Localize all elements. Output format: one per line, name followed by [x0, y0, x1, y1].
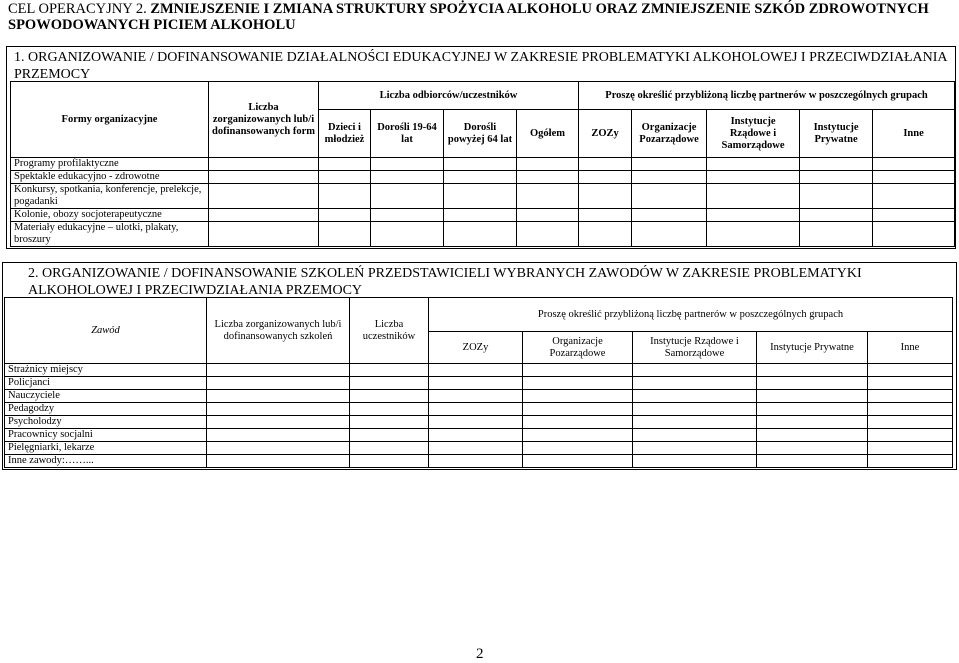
- page-number: 2: [476, 646, 484, 662]
- col-count: Liczba zorganizowanych lub/i dofinansowanych szkoleń: [207, 298, 350, 364]
- col-forms: Formy organizacyjne: [11, 82, 209, 158]
- col-other: Inne: [873, 110, 955, 158]
- col-private: Instytucje Prywatne: [757, 332, 868, 364]
- section2-table: [4, 297, 953, 468]
- section1-heading: 1. ORGANIZOWANIE / DOFINANSOWANIE DZIAŁALNOŚCI EDUKACYJNEJ W ZAKRESIE PROBLEMATYKI ALKOHOLOWEJ I PRZECIWDZIAŁANIA PRZEMOCY: [14, 50, 947, 82]
- table-row: Policjanci: [5, 377, 207, 390]
- col-profession: Zawód: [5, 298, 207, 364]
- table-row: Nauczyciele: [5, 390, 207, 403]
- col-count: Liczba zorganizowanych lub/i dofinansowanych form: [209, 82, 319, 158]
- table-row: Spektakle edukacyjno - zdrowotne: [11, 171, 209, 184]
- table-row: Programy profilaktyczne: [11, 158, 209, 171]
- col-recipients: Liczba odbiorców/uczestników: [319, 82, 579, 110]
- col-adults: Dorośli 19-64 lat: [371, 110, 444, 158]
- col-gov: Instytucje Rządowe i Samorządowe: [707, 110, 800, 158]
- col-zozy: ZOZy: [429, 332, 523, 364]
- table-row: Pracownicy socjalni: [5, 429, 207, 442]
- col-participants: Liczba uczestników: [350, 298, 429, 364]
- col-ngo: Organizacje Pozarządowe: [632, 110, 707, 158]
- col-ngo: Organizacje Pozarządowe: [523, 332, 633, 364]
- table-row: Materiały edukacyjne – ulotki, plakaty, broszury: [11, 222, 209, 247]
- col-partners: Proszę określić przybliżoną liczbę partnerów w poszczególnych grupach: [429, 298, 953, 332]
- table-row: Konkursy, spotkania, konferencje, prelekcje, pogadanki: [11, 184, 209, 209]
- col-partners: Proszę określić przybliżoną liczbę partnerów w poszczególnych grupach: [579, 82, 955, 110]
- table-row: Kolonie, obozy socjoterapeutyczne: [11, 209, 209, 222]
- page-title: [8, 1, 948, 33]
- title-text: ZMNIEJSZENIE I ZMIANA STRUKTURY SPOŻYCIA ALKOHOLU ORAZ ZMNIEJSZENIE SZKÓD ZDROWOTNYCH SPOWODOWANYCH PICIEM ALKOHOLU: [8, 1, 929, 33]
- table-row: Pielęgniarki, lekarze: [5, 442, 207, 455]
- col-private: Instytucje Prywatne: [800, 110, 873, 158]
- table-row: Inne zawody:……...: [5, 455, 207, 468]
- table-row: Psycholodzy: [5, 416, 207, 429]
- col-seniors: Dorośli powyżej 64 lat: [444, 110, 517, 158]
- table-row: Pedagodzy: [5, 403, 207, 416]
- col-children: Dzieci i młodzież: [319, 110, 371, 158]
- col-other: Inne: [868, 332, 953, 364]
- title-prefix: CEL OPERACYJNY 2.: [8, 1, 147, 17]
- col-gov: Instytucje Rządowe i Samorządowe: [633, 332, 757, 364]
- col-total: Ogółem: [517, 110, 579, 158]
- section2-heading: 2. ORGANIZOWANIE / DOFINANSOWANIE SZKOLEŃ PRZEDSTAWICIELI WYBRANYCH ZAWODÓW W ZAKRESIE PROBLEMATYKI ALKOHOLOWEJ I PRZECIWDZIAŁANIA PRZEMOCY: [28, 266, 862, 298]
- col-zozy: ZOZy: [579, 110, 632, 158]
- section1-table: [10, 81, 955, 247]
- table-row: Strażnicy miejscy: [5, 364, 207, 377]
